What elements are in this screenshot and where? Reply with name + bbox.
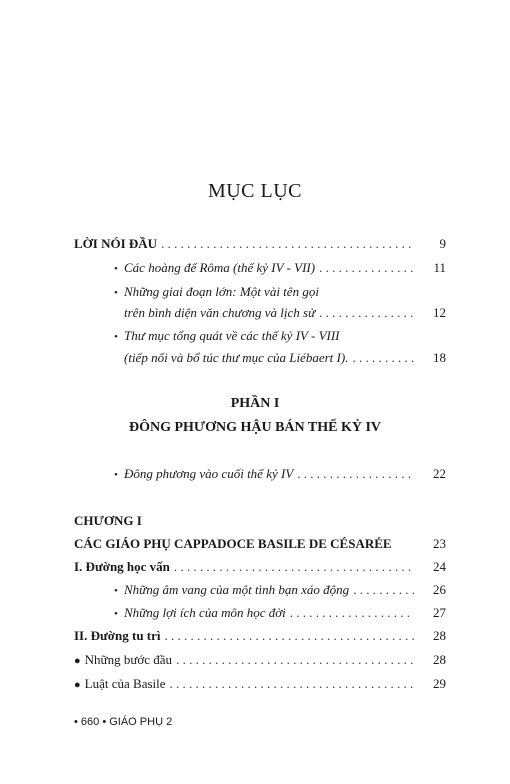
toc-entry-nhung-buoc-dau[interactable] (74, 652, 446, 669)
bullet-icon: ● (74, 679, 81, 691)
bullet-icon: • (114, 585, 118, 597)
toc-entry-title: Các hoàng đế Rôma (thế kỷ IV - VII) (124, 260, 316, 275)
bullet-icon: ● (74, 655, 81, 667)
dot-leader (297, 466, 414, 482)
bullet-icon: • (114, 263, 118, 275)
dot-leader (176, 652, 414, 668)
dot-leader (161, 236, 414, 252)
page-number: 28 (433, 628, 446, 643)
toc-entry-luat-cua-basile[interactable] (74, 676, 446, 693)
page-number: 23 (433, 536, 446, 551)
part-title: ĐÔNG PHƯƠNG HẬU BÁN THẾ KỶ IV (128, 420, 381, 435)
dot-leader (352, 350, 414, 366)
toc-entry-title: I. Đường học vấn (74, 559, 170, 574)
toc-entry-title: Luật của Basile (84, 676, 166, 691)
toc-entry-title: Những bước đầu (84, 652, 173, 667)
page-number: 12 (433, 305, 446, 320)
page-number: 22 (433, 466, 446, 481)
toc-entry-title: Những âm vang của một tình bạn xáo động (124, 582, 350, 597)
toc-entry-thu-muc-line2[interactable] (124, 350, 446, 366)
toc-entry-title: Những lợi ích của môn học đời (124, 605, 286, 620)
page-title: MỤC LỤC (207, 180, 303, 202)
toc-entry-title: Thư mục tổng quát về các thế kỷ IV - VIII (124, 328, 340, 343)
page-number: 11 (433, 260, 446, 275)
dot-leader (319, 260, 414, 276)
dot-leader (165, 628, 414, 644)
dot-leader (353, 582, 414, 598)
dot-leader (174, 559, 414, 575)
chapter-label: CHƯƠNG I (74, 513, 142, 528)
page-number: 24 (433, 559, 446, 574)
dot-leader (170, 676, 414, 692)
toc-entry-title: CÁC GIÁO PHỤ CAPPADOCE BASILE DE CÉSARÉE (74, 536, 392, 551)
page-number: 9 (439, 236, 446, 251)
toc-entry-title: Những giai đoạn lớn: Một vài tên gọi (124, 284, 319, 299)
toc-entry-dong-phuong[interactable] (114, 466, 446, 483)
part-label: PHẦN I (230, 396, 280, 411)
toc-entry-am-vang[interactable] (114, 582, 446, 599)
bullet-icon: • (114, 469, 118, 481)
page-number: 18 (433, 350, 446, 365)
toc-entry-giai-doan-line1[interactable] (114, 284, 446, 301)
toc-entry-title: LỜI NÓI ĐẦU (74, 236, 158, 251)
toc-entry-duong-tu-tri[interactable] (74, 628, 446, 644)
toc-entry-giai-doan-line2[interactable] (124, 305, 446, 321)
toc-entry-duong-hoc-van[interactable] (74, 559, 446, 575)
toc-entry-loi-ich[interactable] (114, 605, 446, 622)
page-number: 29 (433, 676, 446, 691)
bullet-icon: • (114, 608, 118, 620)
toc-entry-chapter-title[interactable] (74, 536, 446, 552)
page-number: 26 (433, 582, 446, 597)
toc-entry-cac-hoang-de[interactable] (114, 260, 446, 277)
page-number: 28 (433, 652, 446, 667)
toc-entry-title: Đông phương vào cuối thế kỷ IV (124, 466, 294, 481)
bullet-icon: • (114, 331, 118, 343)
page-number: 27 (433, 605, 446, 620)
bullet-icon: • (114, 287, 118, 299)
page-footer: • 660 • GIÁO PHỤ 2 (74, 716, 173, 728)
toc-entry-loi-noi-dau[interactable] (74, 236, 446, 252)
toc-entry-title-cont: trên bình diện văn chương và lịch sử (124, 305, 316, 320)
toc-entry-title: II. Đường tu trì (74, 628, 161, 643)
toc-entry-title-cont: (tiếp nối và bổ túc thư mục của Liébaert I). (124, 350, 349, 365)
dot-leader (319, 305, 414, 321)
dot-leader (290, 605, 414, 621)
toc-entry-thu-muc-line1[interactable] (114, 328, 446, 345)
